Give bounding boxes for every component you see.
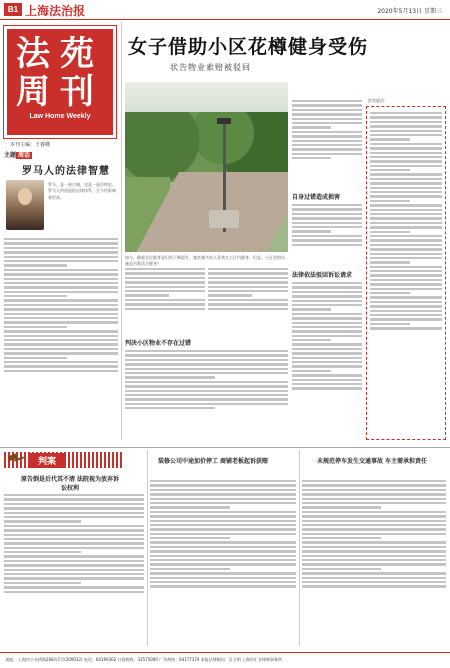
text-line	[4, 330, 118, 332]
text-line	[302, 581, 446, 583]
text-line	[370, 270, 442, 272]
text-line	[292, 113, 362, 115]
text-line	[125, 268, 205, 270]
text-line	[370, 239, 442, 241]
case-title-2: 装修公司中途加价停工 商铺老板起诉获赔	[157, 458, 269, 465]
editor-line: 本刊主编：王睿卿	[10, 142, 51, 148]
text-line	[4, 269, 118, 271]
text-line	[4, 286, 118, 288]
text-line	[292, 126, 331, 128]
text-line	[302, 585, 446, 587]
text-line	[4, 569, 144, 571]
text-line	[292, 326, 362, 328]
text-line	[370, 235, 442, 237]
text-line	[150, 559, 296, 561]
text-line	[150, 585, 296, 587]
text-line	[150, 480, 296, 482]
text-line	[4, 365, 118, 367]
column-divider	[299, 450, 300, 646]
text-line	[125, 394, 288, 396]
text-line	[208, 299, 288, 301]
story-body-text-4	[292, 98, 362, 188]
feature-intro: 罗马，是一座古城，也是一部法律史。罗马人所创造的法律体系，至今仍影响着世界。	[48, 182, 116, 200]
text-line	[292, 348, 362, 350]
paper-name: 上海法治报	[25, 4, 86, 18]
text-line	[302, 537, 381, 539]
text-line	[4, 335, 118, 337]
text-line	[150, 528, 296, 530]
text-line	[292, 235, 362, 237]
comment-label: 法官说法：	[368, 98, 388, 103]
text-line	[150, 520, 296, 522]
text-line	[370, 248, 442, 250]
text-line	[292, 157, 331, 159]
text-line	[208, 286, 288, 288]
text-line	[370, 292, 410, 294]
text-line	[370, 222, 442, 224]
text-line	[370, 213, 442, 215]
text-line	[292, 230, 331, 232]
text-line	[370, 323, 410, 325]
story-subheading-3: 法律依法驳回诉讼请求	[292, 272, 353, 279]
text-line	[125, 390, 288, 392]
text-line	[370, 182, 442, 184]
text-line	[292, 118, 362, 120]
text-line	[4, 238, 118, 240]
text-line	[292, 308, 331, 310]
text-line	[292, 208, 362, 210]
text-line	[302, 502, 446, 504]
text-line	[370, 261, 410, 263]
text-line	[125, 303, 205, 305]
text-line	[302, 498, 446, 500]
text-line	[4, 247, 118, 249]
text-line	[370, 244, 442, 246]
text-line	[370, 112, 442, 114]
text-line	[292, 144, 362, 146]
text-line	[302, 520, 446, 522]
text-line	[4, 295, 67, 297]
text-line	[302, 493, 446, 495]
text-line	[370, 116, 442, 118]
text-line	[150, 515, 296, 517]
text-line	[4, 339, 118, 341]
text-line	[4, 534, 144, 536]
text-line	[302, 555, 446, 557]
text-line	[4, 498, 144, 500]
text-line	[370, 173, 442, 175]
text-line	[292, 109, 362, 111]
text-line	[4, 357, 67, 359]
text-line	[292, 226, 362, 228]
text-line	[4, 299, 118, 301]
text-line	[4, 564, 144, 566]
gavel-icon	[6, 452, 26, 466]
text-line	[370, 257, 442, 259]
text-line	[370, 301, 442, 303]
text-line	[4, 538, 144, 540]
text-line	[292, 213, 362, 215]
section-divider	[0, 447, 450, 448]
text-line	[292, 387, 362, 389]
text-line	[370, 209, 442, 211]
text-line	[292, 122, 362, 124]
text-line	[370, 283, 442, 285]
story-body-text-6	[292, 280, 362, 440]
text-line	[150, 484, 296, 486]
text-line	[125, 294, 169, 296]
text-line	[370, 178, 442, 180]
text-line	[125, 272, 205, 274]
text-line	[125, 277, 205, 279]
text-line	[370, 125, 442, 127]
text-line	[370, 296, 442, 298]
story-subheading-1: 判决小区物业不存在过错	[125, 340, 192, 347]
text-line	[4, 591, 144, 593]
text-line	[125, 350, 288, 352]
text-line	[292, 343, 362, 345]
text-line	[4, 317, 118, 319]
column-subtitle: Law Home Weekly	[29, 113, 91, 120]
text-line	[292, 100, 362, 102]
feature-label-tag: 周话	[18, 152, 31, 159]
feature-label	[4, 150, 32, 159]
date-line: 2020年5月13日 星期三	[377, 8, 442, 15]
judge-comment-box	[366, 106, 446, 440]
text-line	[370, 226, 442, 228]
text-line	[150, 506, 230, 508]
text-line	[150, 568, 230, 570]
text-line	[150, 533, 296, 535]
text-line	[292, 304, 362, 306]
text-line	[370, 318, 442, 320]
text-line	[292, 104, 362, 106]
text-line	[302, 489, 446, 491]
text-line	[150, 537, 230, 539]
text-line	[125, 286, 205, 288]
text-line	[302, 524, 446, 526]
text-line	[4, 264, 67, 266]
text-line	[4, 573, 144, 575]
photo-caption: 如今，随着全民健身意识的不断提升，越来越多的人喜欢在小区内健身。但是，小区里的设施是否都适合健身？	[125, 255, 285, 266]
text-line	[370, 138, 410, 140]
text-line	[125, 381, 288, 383]
text-line	[302, 563, 446, 565]
text-line	[302, 515, 446, 517]
text-line	[370, 130, 442, 132]
text-line	[370, 134, 442, 136]
text-line	[125, 376, 215, 378]
case-label: 判案	[30, 453, 64, 468]
page-badge: B1	[4, 3, 22, 16]
text-line	[125, 363, 288, 365]
text-line	[302, 550, 446, 552]
text-line	[4, 507, 144, 509]
text-line	[302, 541, 446, 543]
text-line	[302, 528, 446, 530]
text-line	[150, 489, 296, 491]
text-line	[370, 191, 442, 193]
text-line	[292, 335, 362, 337]
case-title-3: 未规范停车发生交通事故 车主需承担责任	[316, 458, 428, 465]
text-line	[292, 313, 362, 315]
text-line	[292, 339, 331, 341]
text-line	[4, 326, 67, 328]
text-line	[125, 290, 205, 292]
text-line	[292, 300, 362, 302]
story-photo	[125, 82, 288, 252]
text-line	[4, 582, 81, 584]
text-line	[150, 550, 296, 552]
text-line	[302, 568, 381, 570]
text-line	[4, 520, 81, 522]
text-line	[370, 143, 442, 145]
text-line	[4, 256, 118, 258]
text-line	[370, 279, 442, 281]
subhead: 状告物业索赔被驳回	[170, 63, 251, 72]
judge-comment-text	[370, 110, 442, 436]
text-line	[302, 533, 446, 535]
text-line	[370, 327, 442, 329]
case-title-1: 原告倒是后代其不清 法院视为放弃诉讼权利	[20, 476, 120, 492]
feature-title: 罗马人的法律智慧	[22, 166, 110, 177]
text-line	[4, 352, 118, 354]
text-line	[208, 290, 288, 292]
text-line	[292, 217, 362, 219]
feature-body-text	[4, 236, 118, 440]
text-line	[4, 242, 118, 244]
text-line	[150, 511, 296, 513]
text-line	[4, 348, 118, 350]
text-line	[4, 551, 81, 553]
text-line	[4, 308, 118, 310]
text-line	[370, 160, 442, 162]
story-body-text-1	[125, 266, 205, 336]
text-line	[4, 321, 118, 323]
masthead	[0, 0, 450, 20]
text-line	[4, 361, 118, 363]
footer	[0, 652, 450, 668]
story-body-text-5	[292, 202, 362, 266]
text-line	[125, 385, 288, 387]
text-line	[370, 169, 410, 171]
text-line	[292, 383, 362, 385]
text-line	[370, 147, 442, 149]
text-line	[150, 546, 296, 548]
text-line	[292, 204, 362, 206]
text-line	[150, 502, 296, 504]
text-line	[292, 330, 362, 332]
text-line	[125, 354, 288, 356]
case-body-2	[150, 478, 296, 644]
text-line	[370, 195, 442, 197]
feature-label-prefix: 主题	[4, 152, 17, 159]
text-line	[125, 372, 288, 374]
text-line	[302, 480, 446, 482]
text-line	[4, 525, 144, 527]
text-line	[150, 555, 296, 557]
headline: 女子借助小区花樽健身受伤	[128, 36, 369, 58]
author-portrait	[6, 180, 44, 230]
text-line	[292, 365, 362, 367]
text-line	[370, 305, 442, 307]
text-line	[292, 370, 331, 372]
text-line	[125, 398, 288, 400]
text-line	[292, 352, 362, 354]
text-line	[208, 277, 288, 279]
text-line	[4, 529, 144, 531]
text-line	[4, 313, 118, 315]
text-line	[292, 361, 362, 363]
text-line	[125, 403, 288, 405]
text-line	[150, 581, 296, 583]
text-line	[150, 541, 296, 543]
text-line	[370, 165, 442, 167]
text-line	[208, 272, 288, 274]
text-line	[4, 273, 118, 275]
text-line	[208, 268, 288, 270]
text-line	[292, 148, 362, 150]
text-line	[370, 253, 442, 255]
photo-lamp	[217, 118, 231, 124]
text-line	[125, 281, 205, 283]
text-line	[292, 322, 362, 324]
text-line	[370, 310, 442, 312]
text-line	[370, 266, 442, 268]
text-line	[370, 314, 442, 316]
text-line	[292, 286, 362, 288]
text-line	[150, 577, 296, 579]
text-line	[292, 379, 362, 381]
text-line	[125, 299, 205, 301]
text-line	[4, 542, 144, 544]
text-line	[370, 204, 442, 206]
text-line	[302, 506, 381, 508]
case-body-3	[302, 478, 446, 644]
text-line	[4, 291, 118, 293]
text-line	[208, 281, 288, 283]
text-line	[150, 493, 296, 495]
text-line	[208, 294, 252, 296]
text-line	[4, 343, 118, 345]
text-line	[4, 304, 118, 306]
text-line	[292, 282, 362, 284]
story-subheading-2: 自身过错造成损害	[292, 194, 341, 201]
text-line	[292, 222, 362, 224]
text-line	[292, 357, 362, 359]
column-divider	[121, 22, 122, 440]
column-title: 法苑周刊	[16, 34, 104, 112]
text-line	[4, 577, 144, 579]
text-line	[208, 308, 288, 310]
text-line	[292, 317, 362, 319]
text-line	[208, 303, 288, 305]
story-body-text-3	[125, 348, 288, 440]
text-line	[302, 546, 446, 548]
text-line	[4, 282, 118, 284]
text-line	[370, 121, 442, 123]
text-line	[4, 586, 144, 588]
text-line	[150, 572, 296, 574]
photo-flower-pot	[209, 210, 239, 228]
text-line	[292, 140, 362, 142]
text-line	[302, 511, 446, 513]
text-line	[4, 251, 118, 253]
text-line	[4, 512, 144, 514]
case-body-1	[4, 492, 144, 644]
text-line	[370, 156, 442, 158]
text-line	[4, 555, 144, 557]
text-line	[292, 291, 362, 293]
text-line	[150, 563, 296, 565]
text-line	[292, 374, 362, 376]
story-body-text-2	[208, 266, 288, 336]
text-line	[125, 359, 288, 361]
column-divider	[147, 450, 148, 646]
text-line	[370, 152, 442, 154]
text-line	[370, 231, 410, 233]
text-line	[4, 560, 144, 562]
text-line	[292, 295, 362, 297]
text-line	[370, 187, 442, 189]
text-line	[370, 200, 410, 202]
column-title-block	[4, 26, 116, 138]
text-line	[125, 407, 215, 409]
text-line	[370, 274, 442, 276]
text-line	[292, 239, 362, 241]
text-line	[302, 559, 446, 561]
text-line	[4, 494, 144, 496]
text-line	[370, 288, 442, 290]
text-line	[125, 308, 205, 310]
text-line	[150, 498, 296, 500]
footer-text: 地址：上海市小木桥路268弄1号(200032) 电话：64169302 订阅热线：33575000 广告热线：64177374 本报法律顾问：吴卫明 上海市汇业律师事务所	[6, 657, 283, 662]
text-line	[4, 260, 118, 262]
text-line	[150, 524, 296, 526]
text-line	[292, 135, 362, 137]
text-line	[370, 217, 442, 219]
text-line	[4, 547, 144, 549]
text-line	[4, 516, 144, 518]
text-line	[125, 368, 288, 370]
text-line	[302, 577, 446, 579]
text-line	[302, 572, 446, 574]
text-line	[4, 370, 118, 372]
text-line	[292, 153, 362, 155]
text-line	[292, 244, 362, 246]
text-line	[4, 278, 118, 280]
text-line	[302, 484, 446, 486]
text-line	[4, 503, 144, 505]
text-line	[292, 131, 362, 133]
